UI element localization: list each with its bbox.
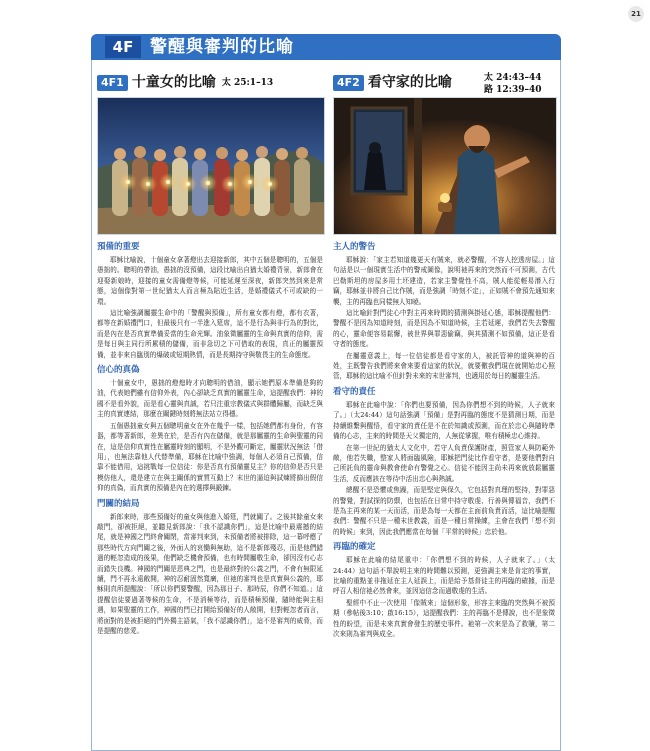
right-section-title: 看守家的比喻 xyxy=(367,74,452,91)
right-text-column xyxy=(333,237,555,749)
right-para-2-2: 在第一世紀的猶太人文化中，若守人負責保護財產，照管家人與防範外敵，他若失職，整家人將面臨風險，耶穌把門徒比作看守者，是要他們對自己所託負的靈命與教會使命有警覺之心。信徒不能因主尚未再來就放鬆屬靈生活，反而應該在等待中活出忠心與熱誠。 xyxy=(333,443,555,483)
left-heading-2: 信心的真偽 xyxy=(97,365,140,376)
right-para-1-3: 在屬靈意義上，每一位信徒都是看守家的人，被託管神的道與神的百姓，主既警告我們將來會來要看這家的狀況，就要儆我們現在就開始忠心照管，耶穌的這比喻不但針對未來的末世審判，也適用於每日的屬靈生活。 xyxy=(333,351,555,381)
left-para-1-2: 這比喻強調屬靈生命中的「警醒與預備」，所有童女都有燈，都有衣著，都等在新婚禮門口，但最後只有一半進入筵席，這不是行為與非行為的對比，而是內在是否真實準備妥當的生命光輝。油象徵屬靈的生命與真實的信仰，需是每日與主同行所累積的儲備，而非急切之下可借取的表現，真正的屬靈預備，並非來自臨別的爆破或短期熱情，而是長期持守與敬畏主的生命態度。 xyxy=(97,309,323,359)
right-para-3-1: 耶穌在此喻的結尾重申：「你們想不到的時候，人子就來了。」（太24:44）這句話不單說明主來的時間難以預測，更強調主來是肯定的事實，比喻的重點並非拖延在主人延誤上，而是給予基督徒主的再臨的確據，而是呼召人相信祂必然會來，並因這信念而過敬虔的生活。 xyxy=(333,556,555,596)
left-para-2-2: 五個愚拙童女與五個聰明童女在外在幾乎一樣，包括她們都有身份，有容器，都等著新郎，差異在於，是否有內在儲備，就是那屬靈的生命與聖靈的同在，這是信仰真實性在屬靈時刻的顯明，不是外觀可斷定，屬靈狀況無法「借用」，也無法靠他人代替準備，耶穌在比喻中強調，每個人必須自己預備，信靠不能借用，這挑戰每一位信徒：你是否真有預備靈見主？你的信仰是否只是模仿他人，還是建立在與主關係的實質互動上？末世的逼迫與試煉將篩出假信仰的真偽，而真實的預備是內在的選擇與鍛鍊。 xyxy=(97,421,323,493)
right-heading-1: 主人的警告 xyxy=(333,242,376,252)
right-section-ref xyxy=(484,72,542,96)
left-section-tag: 4F1 xyxy=(97,75,128,91)
right-ref-line-1: 太 24:43–44 xyxy=(484,73,542,83)
left-para-1-1: 耶穌比喻說，十個童女拿著燈出去迎接新郎，其中五個是聰明的，五個是愚拙的。聰明的帶油，愚拙的沒預備，這段比喻出自猶太婚禮背景，新郎會在迎娶新娘時，迎接的童女需備燈等候，可能延遲至深夜，新郎突然到來是常態，這個像對第一世紀猶太人而言極為貼近生活，是婚禮儀式不可或缺的一環。 xyxy=(97,256,323,306)
left-heading-3: 門關的結局 xyxy=(97,498,140,509)
left-section-header xyxy=(97,72,273,92)
banner-tag: 4F xyxy=(105,36,141,58)
right-para-3-2: 聖經中不止一次使用「像賊來」這個形象，形容主來臨的突然與不被預期（參帖後3:10；啟16:15），這提醒我們：主的再臨不是傳說，也不是象徵性的盼望，而是未來真實會發生的歷史事件。祂第一次來是為了救贖，第二次來則為審判與成全。 xyxy=(333,598,555,638)
right-para-2-1: 耶穌在此喻中說：「你們也要預備，因為你們想不到的時候，人子就來了。」（太24:44）這句話強調「預備」是對再臨的態度不是猜測日期，而是持續維繫與醒悟，看守家的責任是不在於知識或預測，而在於忠心與隨時準備的心志，主來的時間是天父獨定的，人無從掌握，唯有積極忠心維持。 xyxy=(333,400,555,441)
left-section-title: 十童女的比喻 xyxy=(131,74,216,91)
left-section-ref: 太 25:1–13 xyxy=(221,77,274,88)
right-para-2-3: 總醒不是恐懼或焦躁，而是堅定與保久，它包括對真理的堅持，對罪惡的警覺，對試探的防禦，也包括在日常中持守敬虔、行善與傳福音，我們不是為主再來的某一天而活，而是為每一天都在主面前負責而活，這比喻提醒我們：警醒不只是一種末世教義，而是一種日常操練，主會在我們「想不到的時候」來到，因此我們應當在每個「平常的時候」忠於他。 xyxy=(333,486,555,536)
right-ref-line-2: 路 12:39–40 xyxy=(484,85,542,95)
left-heading-1: 預備的重要 xyxy=(97,242,140,252)
left-para-3-1: 新郎來時，那些預備好的童女與他進入婚筵，門就關了。之後其餘童女來敲門，卻被拒絕，並聽見新郎說：「我不認識你們」，這是比喻中最震撼的結尾，就是神國之門終會關閉，當審判來到，未預備者將被排除，這一幕呼應了那些時代方向門關之後，外面人的哀慟與無助，這不是新郎殘忍，而是他們錯過的輕忽造成的後果，他們缺乏機會預備，也有時間屬敬生命，卻因沒有心志而錯失良機。神國的門關是恩典之門，也是最終對的公義之門，不會有無限延續，門不再永遠敞開，神的忍耐固然寬廣，但祂的審判也是真實與公義的，耶穌則真所提醒說：「所以你們要警醒，因為那日子、那時辰，你們不知道。」這提醒信徒要過著等候的生命，不是消極等待，而是積極預備，隨時能與主相遇，如果聖靈的工作，神國的門已打開給預備好的人敞開，但對輕忽者而言，將面對的是被拒絕的門外獨主語氣，「我不認識你們」，這不是審判的威脅，而是提醒的慈愛。 xyxy=(97,512,323,635)
right-heading-3: 再臨的確定 xyxy=(333,542,376,553)
right-heading-2: 看守的責任 xyxy=(333,386,376,397)
right-para-1-1: 耶穌說：「家主若知道幾更天有賊來，就必警醒，不容人挖透房屋。」這句話是以一個現實生活中的警戒圖像，說明祂再來的突然而不可預測，古代巴勒斯坦的房屋多用土坯建造，若家主警覺性不高，賊人能從輕易潛入行竊，耶穌並非將自己比作賊，而是強調「時刻不定」，正如賊不會預先通知來襲，主的再臨也同樣無人知曉。 xyxy=(333,256,555,306)
right-section-header xyxy=(333,72,452,92)
page-number: 21 xyxy=(628,6,644,22)
right-para-1-2: 這比喻針對門徒心中對主再來時間的猜測與掛延心態，耶穌提醒他們：警醒不是因為知道時刻，而是因為不知道時候，主若延遲，我們若失去警醒的心，靈命便容易鬆懈，被世界與罪惡偷竊，與其猜測不如預備，這正是看守者的態度。 xyxy=(333,309,555,349)
house-watchman-illustration xyxy=(333,97,557,235)
left-para-2-1: 十個童女中，愚拙的燈熄時才向聰明的借油，顯示她們原本準備是夠的油，代表她們雖有信仰外表，內心卻缺乏真實的屬靈生命，這提醒我們：神的國不是看外貌，而是看心靈與真誠，若只注重宗教儀式與群體歸屬，而缺乏與主的真實連結，那麼在關鍵時刻將無法站立得穩。 xyxy=(97,379,323,419)
ten-virgins-illustration xyxy=(97,97,325,235)
left-text-column xyxy=(97,237,323,749)
right-section-tag: 4F2 xyxy=(333,75,364,91)
banner-title: 警醒與審判的比喻 xyxy=(150,37,294,57)
